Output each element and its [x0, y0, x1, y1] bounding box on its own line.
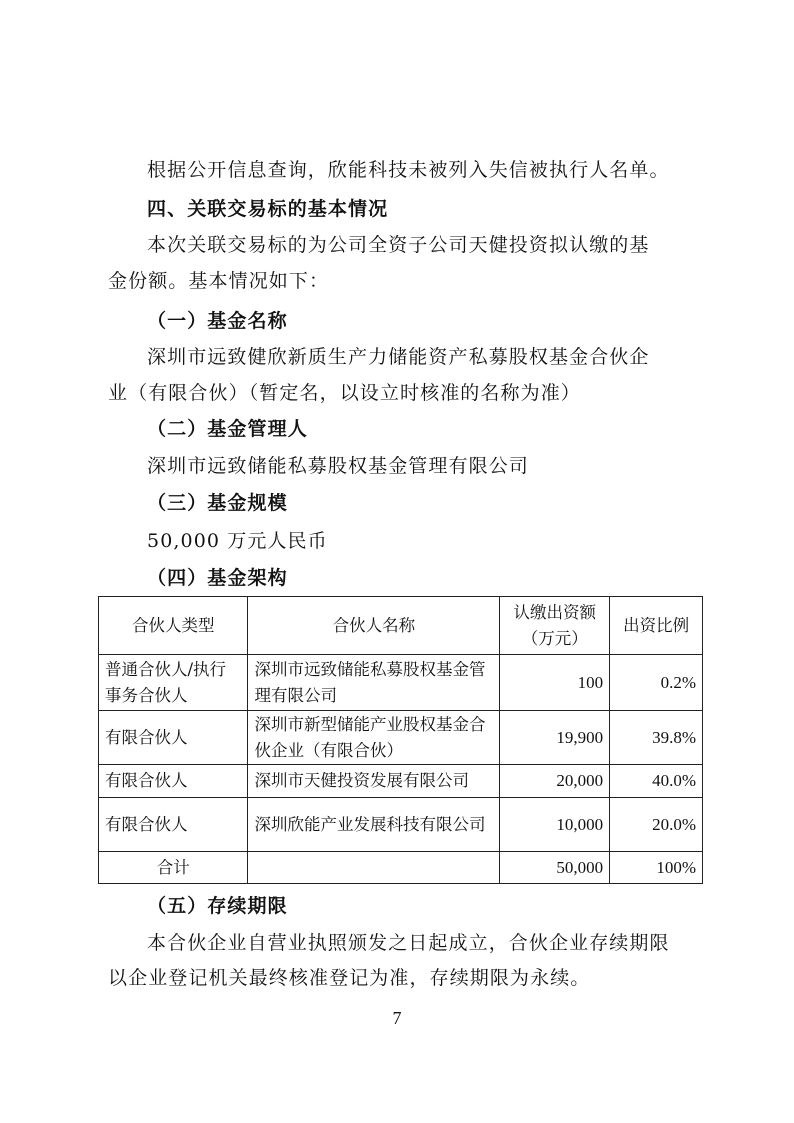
paragraph: 金份额。基本情况如下： — [108, 270, 330, 292]
paragraph: 根据公开信息查询，欣能科技未被列入失信被执行人名单。 — [147, 159, 670, 181]
paragraph: 50,000 万元人民币 — [147, 530, 328, 552]
cell-type: 普通合伙人/执行事务合伙人 — [99, 655, 248, 711]
subheading: （一）基金名称 — [147, 310, 288, 332]
paragraph: 业（有限合伙）（暂定名，以设立时核准的名称为准） — [108, 382, 581, 404]
subheading: （三）基金规模 — [147, 492, 288, 514]
cell-name: 深圳欣能产业发展科技有限公司 — [248, 798, 500, 852]
cell-amount: 10,000 — [500, 798, 610, 852]
total-amount: 50,000 — [500, 852, 610, 884]
cell-name: 深圳市远致储能私募股权基金管理有限公司 — [248, 655, 500, 711]
table-row — [99, 655, 703, 711]
section-heading: 四、关联交易标的基本情况 — [147, 198, 389, 220]
total-name — [248, 852, 500, 884]
paragraph: 深圳市远致储能私募股权基金管理有限公司 — [147, 455, 529, 477]
cell-name: 深圳市新型储能产业股权基金合伙企业（有限合伙） — [248, 711, 500, 765]
header-ratio: 出资比例 — [610, 597, 703, 655]
cell-type: 有限合伙人 — [99, 765, 248, 798]
subheading: （二）基金管理人 — [147, 418, 308, 440]
table-header — [99, 597, 703, 655]
table-row — [99, 765, 703, 798]
fund-structure-table — [98, 596, 703, 884]
header-type: 合伙人类型 — [99, 597, 248, 655]
paragraph: 本合伙企业自营业执照颁发之日起成立，合伙企业存续期限 — [147, 932, 670, 954]
cell-type: 有限合伙人 — [99, 711, 248, 765]
cell-amount: 100 — [500, 655, 610, 711]
cell-ratio: 39.8% — [610, 711, 703, 765]
paragraph: 以企业登记机关最终核准登记为准，存续期限为永续。 — [108, 967, 591, 989]
header-amount: 认缴出资额（万元） — [500, 597, 610, 655]
header-name: 合伙人名称 — [248, 597, 500, 655]
total-ratio: 100% — [610, 852, 703, 884]
paragraph: 本次关联交易标的为公司全资子公司天健投资拟认缴的基 — [147, 234, 650, 256]
cell-type: 有限合伙人 — [99, 798, 248, 852]
table-row — [99, 798, 703, 852]
cell-ratio: 0.2% — [610, 655, 703, 711]
paragraph: 深圳市远致健欣新质生产力储能资产私募股权基金合伙企 — [147, 346, 650, 368]
cell-name: 深圳市天健投资发展有限公司 — [248, 765, 500, 798]
cell-amount: 19,900 — [500, 711, 610, 765]
cell-amount: 20,000 — [500, 765, 610, 798]
table-row — [99, 711, 703, 765]
table-total-row — [99, 852, 703, 884]
total-label: 合计 — [99, 852, 248, 884]
subheading: （五）存续期限 — [147, 895, 288, 917]
cell-ratio: 20.0% — [610, 798, 703, 852]
page-number: 7 — [392, 1008, 402, 1028]
subheading: （四）基金架构 — [147, 567, 288, 589]
cell-ratio: 40.0% — [610, 765, 703, 798]
